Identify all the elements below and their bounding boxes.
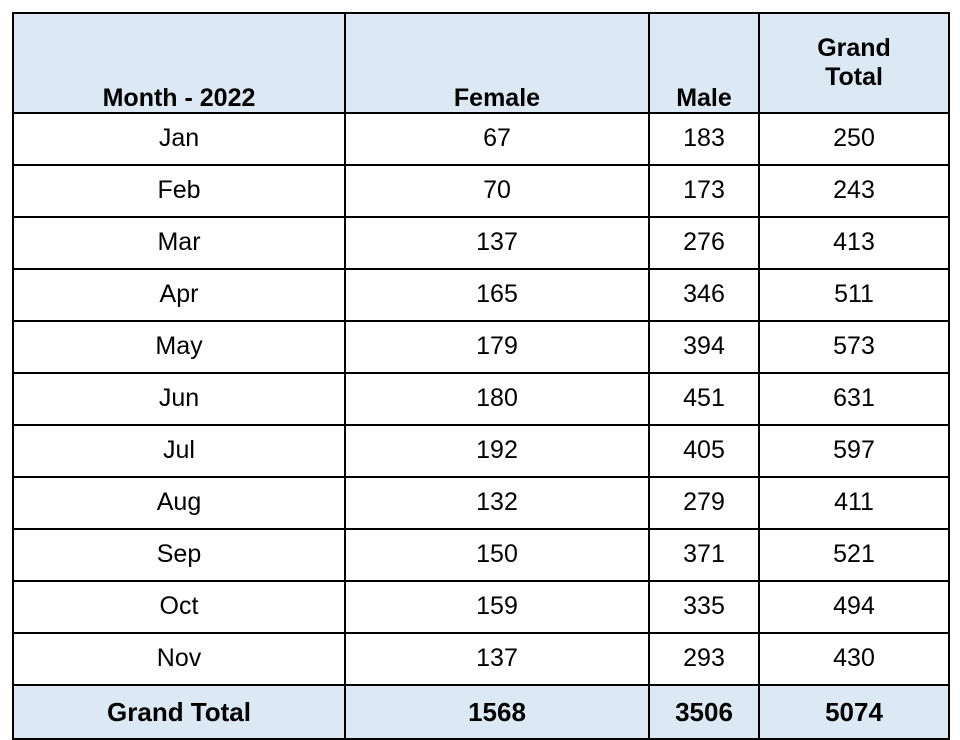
table-row (13, 633, 949, 685)
cell-month: Feb (13, 165, 345, 217)
cell-female: 165 (345, 269, 649, 321)
cell-female: 180 (345, 373, 649, 425)
cell-male: 405 (649, 425, 759, 477)
cell-total: 631 (759, 373, 949, 425)
cell-total-male: 3506 (649, 685, 759, 739)
cell-male: 293 (649, 633, 759, 685)
column-header-female: Female (345, 13, 649, 113)
cell-month: Jan (13, 113, 345, 165)
cell-month: Mar (13, 217, 345, 269)
column-header-month: Month - 2022 (13, 13, 345, 113)
cell-month: Jun (13, 373, 345, 425)
table-header (13, 13, 949, 113)
cell-total: 511 (759, 269, 949, 321)
column-header-grand-total-line2: Total (825, 63, 883, 91)
cell-male: 394 (649, 321, 759, 373)
table-row (13, 529, 949, 581)
table-row (13, 321, 949, 373)
table-row (13, 217, 949, 269)
cell-total: 243 (759, 165, 949, 217)
cell-male: 183 (649, 113, 759, 165)
cell-total: 250 (759, 113, 949, 165)
cell-female: 67 (345, 113, 649, 165)
table-row (13, 165, 949, 217)
cell-female: 137 (345, 633, 649, 685)
cell-female: 137 (345, 217, 649, 269)
cell-male: 346 (649, 269, 759, 321)
cell-female: 159 (345, 581, 649, 633)
cell-total: 411 (759, 477, 949, 529)
cell-female: 150 (345, 529, 649, 581)
table-row (13, 373, 949, 425)
cell-month: Oct (13, 581, 345, 633)
cell-female: 192 (345, 425, 649, 477)
cell-total-grand: 5074 (759, 685, 949, 739)
column-header-male: Male (649, 13, 759, 113)
cell-total: 521 (759, 529, 949, 581)
table-body (13, 113, 949, 739)
cell-female: 70 (345, 165, 649, 217)
cell-month: May (13, 321, 345, 373)
cell-total: 573 (759, 321, 949, 373)
cell-total: 494 (759, 581, 949, 633)
cell-month: Aug (13, 477, 345, 529)
cell-total: 430 (759, 633, 949, 685)
cell-male: 335 (649, 581, 759, 633)
cell-total-label: Grand Total (13, 685, 345, 739)
column-header-grand-total-line1: Grand (817, 34, 891, 63)
cell-female: 179 (345, 321, 649, 373)
cell-male: 276 (649, 217, 759, 269)
cell-month: Sep (13, 529, 345, 581)
cell-male: 371 (649, 529, 759, 581)
cell-month: Apr (13, 269, 345, 321)
table-row (13, 581, 949, 633)
column-header-grand-total (759, 13, 949, 113)
cell-month: Nov (13, 633, 345, 685)
cell-total: 597 (759, 425, 949, 477)
cell-male: 451 (649, 373, 759, 425)
monthly-counts-table (12, 12, 950, 740)
cell-total-female: 1568 (345, 685, 649, 739)
cell-month: Jul (13, 425, 345, 477)
table-row (13, 113, 949, 165)
table-total-row (13, 685, 949, 739)
table-row (13, 269, 949, 321)
table-row (13, 425, 949, 477)
table-row (13, 477, 949, 529)
cell-female: 132 (345, 477, 649, 529)
cell-male: 173 (649, 165, 759, 217)
cell-male: 279 (649, 477, 759, 529)
header-row (13, 13, 949, 113)
cell-total: 413 (759, 217, 949, 269)
